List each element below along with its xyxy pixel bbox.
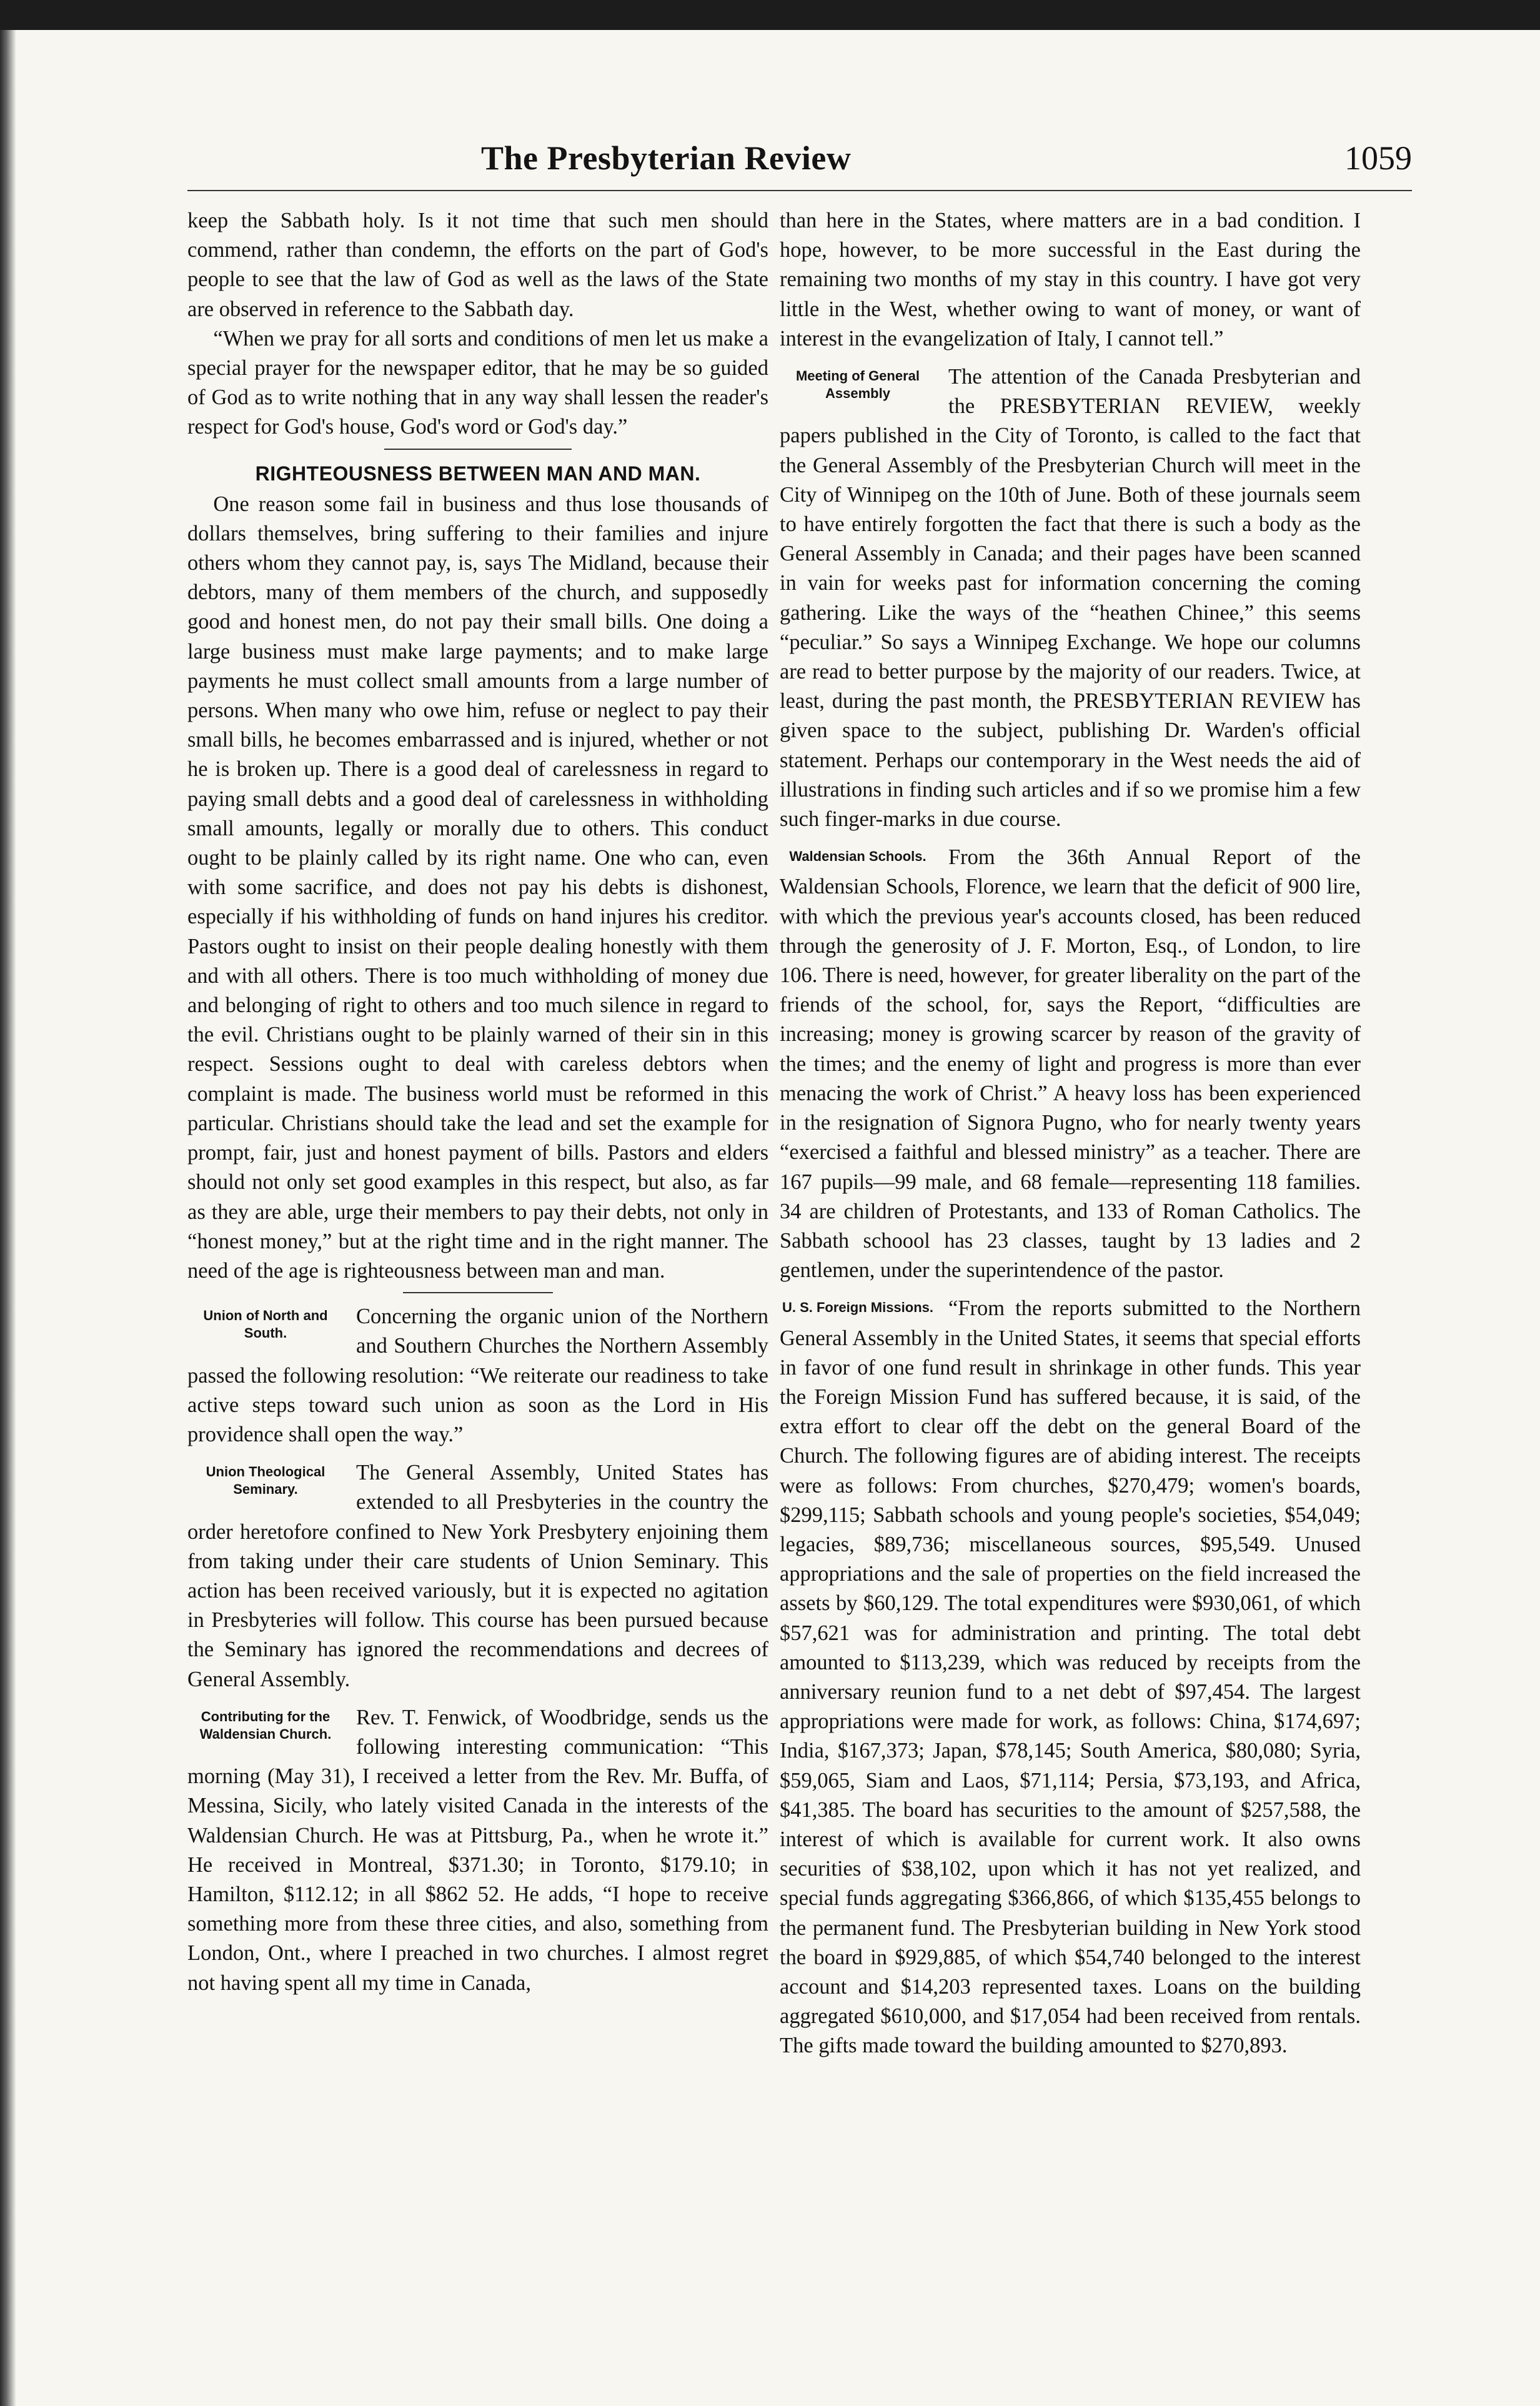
article-waldensian-church xyxy=(187,1703,768,1998)
left-column xyxy=(187,206,768,1998)
article-body: The General Assembly, United States has extended to all Presbyteries in the country the order heretofore confined to New York Presbytery enjoining them from taking under their care students of Union Seminary. This action has been received variously, but it is expected no agitation in Presbyteries will follow. This course has been pursued because the Seminary has ignored the recommendations and decrees of General Assembly. xyxy=(187,1461,768,1691)
article-foreign-missions xyxy=(780,1294,1361,2061)
article-union-north-south xyxy=(187,1302,768,1449)
article-body: The attention of the Canada Presbyterian and the PRESBYTERIAN REVIEW, weekly papers published in the City of Toronto, is called to the fact that the General Assembly of the Presbyterian Church will meet in the City of Winnipeg on the 10th of June. Both of these journals seem to have entirely forgotten the fact that there is such a body as the General Assembly in Canada; and their pages have been scanned in vain for weeks past for information concerning the coming gathering. Like the ways of the “heathen Chinee,” this seems “peculiar.” So says a Winnipeg Exchange. We hope our columns are read to better purpose by the majority of our readers. Twice, at least, during the past month, the PRESBYTERIAN REVIEW has given space to the subject, publishing Dr. Warden's official statement. Perhaps our contemporary in the West needs the aid of illustrations in finding such articles and if so we promise him a few such finger-marks in due course. xyxy=(780,365,1361,832)
section-divider xyxy=(384,449,572,450)
running-title: The Presbyterian Review xyxy=(481,139,852,177)
article-body: Rev. T. Fenwick, of Woodbridge, sends us the following interesting communication: “This morning (May 31), I received a letter from the Rev. Mr. Buffa, of Messina, Sicily, who lately visited Canada in the interests of the Waldensian Church. He was at Pittsburg, Pa., when he wrote it.” He received in Montreal, $371.30; in Toronto, $179.10; in Hamilton, $112.12; in all $862 52. He adds, “I hope to receive something more from these three cities, and also, something from London, Ont., where I preached in two churches. I almost regret not having spent all my time in Canada, xyxy=(187,1705,768,1995)
right-column xyxy=(780,206,1361,2061)
sidenote: Union of North and South. xyxy=(203,1308,328,1341)
scan-page-edge xyxy=(0,30,16,2406)
page-number: 1059 xyxy=(1344,139,1412,177)
intro-paragraph: “When we pray for all sorts and conditions of men let us make a special prayer for the newspaper editor, that he may be so guided of God as to write nothing that in any way shall lessen the reader's respect for God's house, God's word or God's day.” xyxy=(187,326,768,439)
intro-paragraph: keep the Sabbath holy. Is it not time that such men should commend, rather than condemn, the efforts on the part of God's people to see that the law of God as well as the laws of the State are observed in reference to the Sabbath day. xyxy=(187,209,768,321)
page-header xyxy=(187,139,1412,189)
header-rule xyxy=(187,190,1412,191)
sidenote: Union Theological Seminary. xyxy=(206,1464,325,1498)
sidenote: Contributing for the Waldensian Church. xyxy=(199,1708,332,1742)
sidenote: Waldensian Schools. xyxy=(789,848,926,865)
article-union-seminary xyxy=(187,1458,768,1694)
article-body: One reason some fail in business and thus lose thousands of dollars themselves, bring suffering to their families and injure others whom they cannot pay, is, says The Midland, because their debtors, many of them members of the church, and supposedly good and honest men, do not pay their small bills. One doing a large business must make large payments; and to make large payments he must collect small amounts from a large number of persons. When many who owe him, refuse or neglect to pay their small bills, he becomes embarrassed and is injured, whether or not he is broken up. There is a good deal of carelessness in regard to paying small debts and a good deal of carelessness in withholding small amounts, legally or morally due to others. This conduct ought to be plainly called by its right name. One who can, even with some sacrifice, and does not pay his debts is dishonest, especially if his withholding of funds on hand injures his creditor. Pastors ought to insist on their people dealing honestly with them and with all others. There is too much withholding of money due and belonging of right to others and too much silence in regard to the evil. Christians ought to be plainly warned of their sin in this respect. Sessions ought to deal with careless debtors when complaint is made. The business world must be reformed in this particular. Christians should take the lead and set the example for prompt, fair, just and honest payment of bills. Pastors and elders should not only set good examples in this respect, but also, as far as they are able, urge their members to pay their debts, not only in “honest money,” but at the right time and in the right manner. The need of the age is righteousness between man and man. xyxy=(187,492,768,1283)
section-heading: RIGHTEOUSNESS BETWEEN MAN AND MAN. xyxy=(255,462,701,485)
continuation-paragraph: than here in the States, where matters are in a bad condition. I hope, however, to be more successful in the East during the remaining two months of my stay in this country. I have got very little in the West, whether owing to want of money, or want of interest in the evangelization of Italy, I cannot tell.” xyxy=(780,209,1361,350)
article-general-assembly xyxy=(780,362,1361,834)
article-body: From the 36th Annual Report of the Waldensian Schools, Florence, we learn that the deficit of 900 lire, with which the previous year's accounts closed, has been reduced through the generosity of J. F. Morton, Esq., of London, to lire 106. There is need, however, for greater liberality on the part of the friends of the school, for, says the Report, “difficulties are increasing; money is growing scarcer by reason of the gravity of the times; and the enemy of light and progress is more than ever menacing the work of Christ.” A heavy loss has been experienced in the resignation of Signora Pugno, who for nearly twenty years “exercised a faithful and blessed ministry” as a teacher. There are 167 pupils—99 male, and 68 female—representing 118 families. 34 are children of Protestants, and 133 of Roman Catholics. The Sabbath schoool has 23 classes, taught by 13 ladies and 2 gentlemen, under the superintendence of the pastor. xyxy=(780,845,1361,1283)
section-divider xyxy=(403,1292,553,1293)
article-body: “From the reports submitted to the Northern General Assembly in the United States, it seems that special efforts in favor of one fund result in shrinkage in other funds. This year the Foreign Mission Fund has suffered because, it is said, of the extra effort to clear off the debt on the general Board of the Church. The following figures are of abiding interest. The receipts were as follows: From churches, $270,479; women's boards, $299,115; Sabbath schools and young people's societies, $54,049; legacies, $89,736; miscellaneous sources, $95,549. Unused appropriations and the sale of properties on the field increased the assets by $60,129. The total expenditures were $930,061, of which $57,621 was for administration and printing. The total debt amounted to $113,239, which was reduced by receipts from the anniversary reunion fund to a net debt of $97,454. The largest appropriations were made for work, as follows: China, $174,697; India, $167,373; Japan, $78,145; South America, $80,080; Syria, $59,065, Siam and Laos, $71,114; Persia, $73,193, and Africa, $41,385. The board has securities to the amount of $257,588, the interest of which is available for current work. It also owns securities of $38,102, upon which it has not yet realized, and special funds aggregating $366,866, of which $135,455 belongs to the permanent fund. The Presbyterian building in New York stood the board in $929,885, of which $54,740 belonged to the interest account and $14,203 represented taxes. Loans on the building aggregated $610,000, and $17,054 had been received from rentals. The gifts made toward the building amounted to $270,893. xyxy=(780,1296,1361,2058)
article-waldensian-schools xyxy=(780,843,1361,1285)
sidenote: U. S. Foreign Missions. xyxy=(782,1300,934,1316)
article-body: Concerning the organic union of the Northern and Southern Churches the Northern Assembly passed the following resolution: “We reiterate our readiness to take active steps toward such union as soon as the Lord in His providence shall open the way.” xyxy=(187,1305,768,1446)
scan-top-band xyxy=(0,0,1540,30)
sidenote: Meeting of General Assembly xyxy=(795,368,920,402)
